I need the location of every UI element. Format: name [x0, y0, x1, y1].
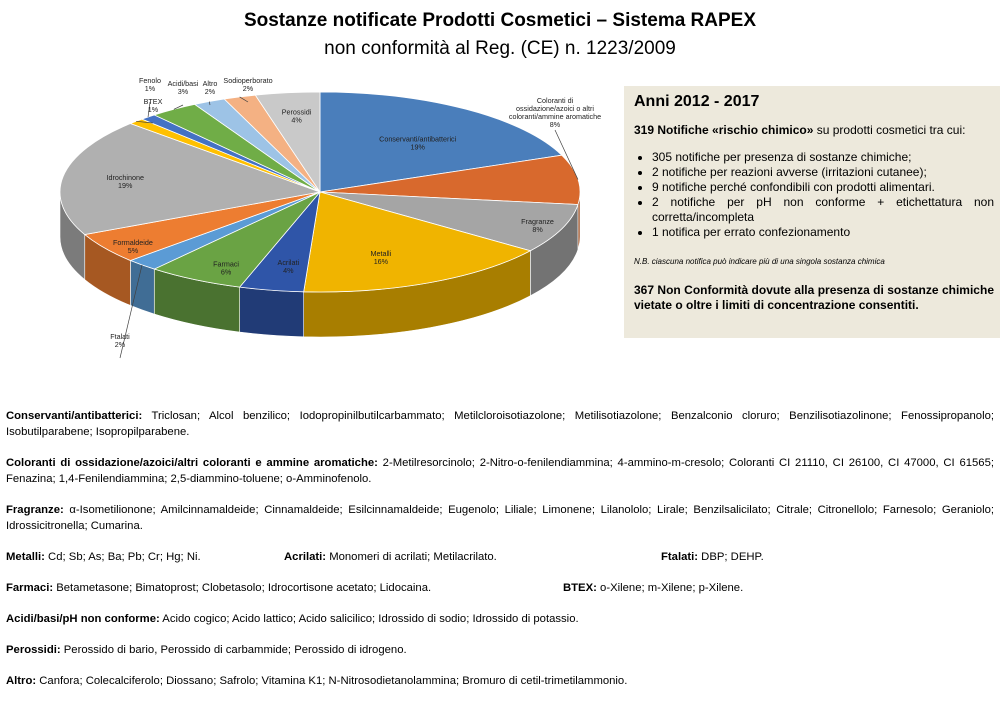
detail-text: Canfora; Colecalciferolo; Diossano; Safrolo; Vitamina K1; N-Nitrosodietanolammina; Bromuro di cetil-trimetilammonio. [36, 675, 628, 687]
detail-ftalati [661, 549, 764, 565]
pie-value-acidi-basi: 3% [177, 87, 189, 96]
info-conclusion: 367 Non Conformità dovute alla presenza di sostanze chimiche vietate o oltre i limiti di concentrazione consentiti. [634, 283, 994, 312]
pie-label-metalli: Metalli [370, 248, 392, 258]
pie-label-sodioperborato: Sodioperborato [223, 76, 273, 85]
info-item: • 2 notifiche per pH non conforme + etichettatura non corretta/incompleta [652, 195, 994, 225]
pie-label-altro: Altro [202, 79, 218, 88]
detail-row-metalli-acrilati-ftalati [6, 549, 994, 565]
pie-value-acrilati: 4% [283, 265, 294, 275]
detail-farmaci [6, 580, 431, 596]
detail-altro [6, 673, 994, 689]
pie-label-ftalati: Ftalati [110, 332, 130, 341]
pie-label-coloranti-di-ossidazione-azoic: Coloranti di ossidazione/azoici o altri coloranti/ammine aromatiche [508, 96, 602, 121]
pie-label-fragranze: Fragranze [521, 217, 554, 227]
info-summary-rest: su prodotti cosmetici tra cui: [813, 123, 966, 137]
detail-row-farmaci-btex [6, 580, 994, 596]
detail-perossidi [6, 642, 994, 658]
detail-label: BTEX: [563, 582, 597, 594]
info-box [624, 86, 1000, 338]
detail-text: Betametasone; Bimatoprost; Clobetasolo; Idrocortisone acetato; Lidocaina. [53, 582, 432, 594]
detail-label: Altro: [6, 675, 37, 687]
pie-value-formaldeide: 5% [127, 245, 139, 255]
pie-value-metalli: 16% [373, 256, 389, 266]
pie-value-coloranti-di-ossidazione-azoic: 8% [549, 120, 561, 129]
info-item: • 2 notifiche per reazioni avverse (irritazioni cutanee); [652, 165, 994, 180]
pie-label-formaldeide: Formaldeide [112, 237, 153, 247]
pie-side-acrilati [240, 287, 304, 337]
detail-acrilati [284, 549, 497, 565]
pie-value-sodioperborato: 2% [242, 84, 254, 93]
pie-side-ftalati [130, 260, 154, 314]
detail-text: Perossido di bario, Perossido di carbammide; Perossido di idrogeno. [60, 644, 407, 656]
pie-chart [0, 62, 612, 382]
detail-btex [563, 580, 743, 596]
detail-label: Coloranti di ossidazione/azoici/altri coloranti e ammine aromatiche: [6, 457, 378, 469]
pie-label-fenolo: Fenolo [139, 76, 161, 85]
detail-label: Perossidi: [6, 644, 61, 656]
pie-value-btex: 1% [147, 105, 159, 114]
info-heading: Anni 2012 - 2017 [634, 93, 760, 110]
detail-text: DBP; DEHP. [698, 551, 764, 563]
info-summary [634, 123, 994, 138]
info-list [634, 150, 994, 240]
pie-value-fragranze: 8% [532, 225, 543, 235]
detail-text: Cd; Sb; As; Ba; Pb; Cr; Hg; Ni. [44, 551, 201, 563]
detail-label: Metalli: [6, 551, 45, 563]
info-item: • 305 notifiche per presenza di sostanze chimiche; [652, 150, 994, 165]
pie-label-farmaci: Farmaci [213, 259, 240, 269]
detail-fragranze [6, 502, 994, 534]
pie-label-acidi-basi: Acidi/basi [167, 79, 199, 88]
detail-label: Farmaci: [6, 582, 54, 594]
detail-text: α-Isometilionone; Amilcinnamaldeide; Cinnamaldeide; Esilcinnamaldeide; Eugenolo; Liliale; Limonene; Lilanololo; Lirale; Benzilsalicilato; Citrale; Citronellolo; Farnesolo; Geraniolo; Idrossicitronella; Cumarina. [6, 504, 994, 532]
info-item: • 9 notifiche perché confondibili con prodotti alimentari. [652, 180, 994, 195]
chart-title: Sostanze notificate Prodotti Cosmetici – Sistema RAPEX [243, 10, 757, 31]
detail-acidi [6, 611, 994, 627]
detail-label: Acrilati: [284, 551, 327, 563]
detail-coloranti [6, 455, 994, 487]
pie-label-acrilati: Acrilati [277, 257, 300, 267]
detail-label: Conservanti/antibatterici: [6, 410, 143, 422]
detail-metalli [6, 549, 201, 565]
pie-label-btex: BTEX [143, 97, 163, 106]
info-summary-bold: 319 Notifiche «rischio chimico» [634, 123, 814, 137]
detail-text: Monomeri di acrilati; Metilacrilato. [326, 551, 497, 563]
pie-label-idrochinone: Idrochinone [106, 173, 145, 183]
detail-text: o-Xilene; m-Xilene; p-Xilene. [596, 582, 744, 594]
detail-label: Ftalati: [661, 551, 699, 563]
pie-value-farmaci: 6% [220, 267, 232, 277]
detail-conservanti [6, 408, 994, 440]
info-item: • 1 notifica per errato confezionamento [652, 225, 994, 240]
detail-text: Acido cogico; Acido lattico; Acido salicilico; Idrossido di sodio; Idrossido di potassio. [159, 613, 579, 625]
substance-details [6, 408, 994, 704]
pie-label-perossidi: Perossidi [281, 107, 312, 117]
detail-label: Fragranze: [6, 504, 64, 516]
pie-value-ftalati: 2% [114, 340, 126, 349]
pie-value-perossidi: 4% [291, 115, 302, 125]
detail-text: Triclosan; Alcol benzilico; Iodopropinilbutilcarbammato; Metilcloroisotiazolone; Metilisotiazolone; Benzalconio cloruro; Benzilisotiazolinone; Fenossipropanolo; Isobutilparabene; Isopropilparabene. [6, 410, 994, 438]
pie-value-conservanti-antibatterici: 19% [410, 142, 425, 152]
pie-value-altro: 2% [204, 87, 216, 96]
detail-label: Acidi/basi/pH non conforme: [6, 613, 160, 625]
pie-value-fenolo: 1% [144, 84, 156, 93]
pie-value-idrochinone: 19% [118, 181, 133, 191]
info-note: N.B. ciascuna notifica può indicare più di una singola sostanza chimica [634, 257, 885, 266]
pie-slices [60, 92, 580, 292]
detail-text: 2-Metilresorcinolo; 2-Nitro-o-fenilendiammina; 4-ammino-m-cresolo; Coloranti CI 21110, CI 26100, CI 47000, CI 61565; Fenazina; 1,4-Fenilendiammina; 2,5-diammino-toluene; o-Amminofenolo. [6, 457, 994, 485]
chart-subtitle: non conformità al Reg. (CE) n. 1223/2009 [324, 38, 676, 59]
pie-label-conservanti-antibatterici: Conservanti/antibatterici [379, 134, 457, 144]
